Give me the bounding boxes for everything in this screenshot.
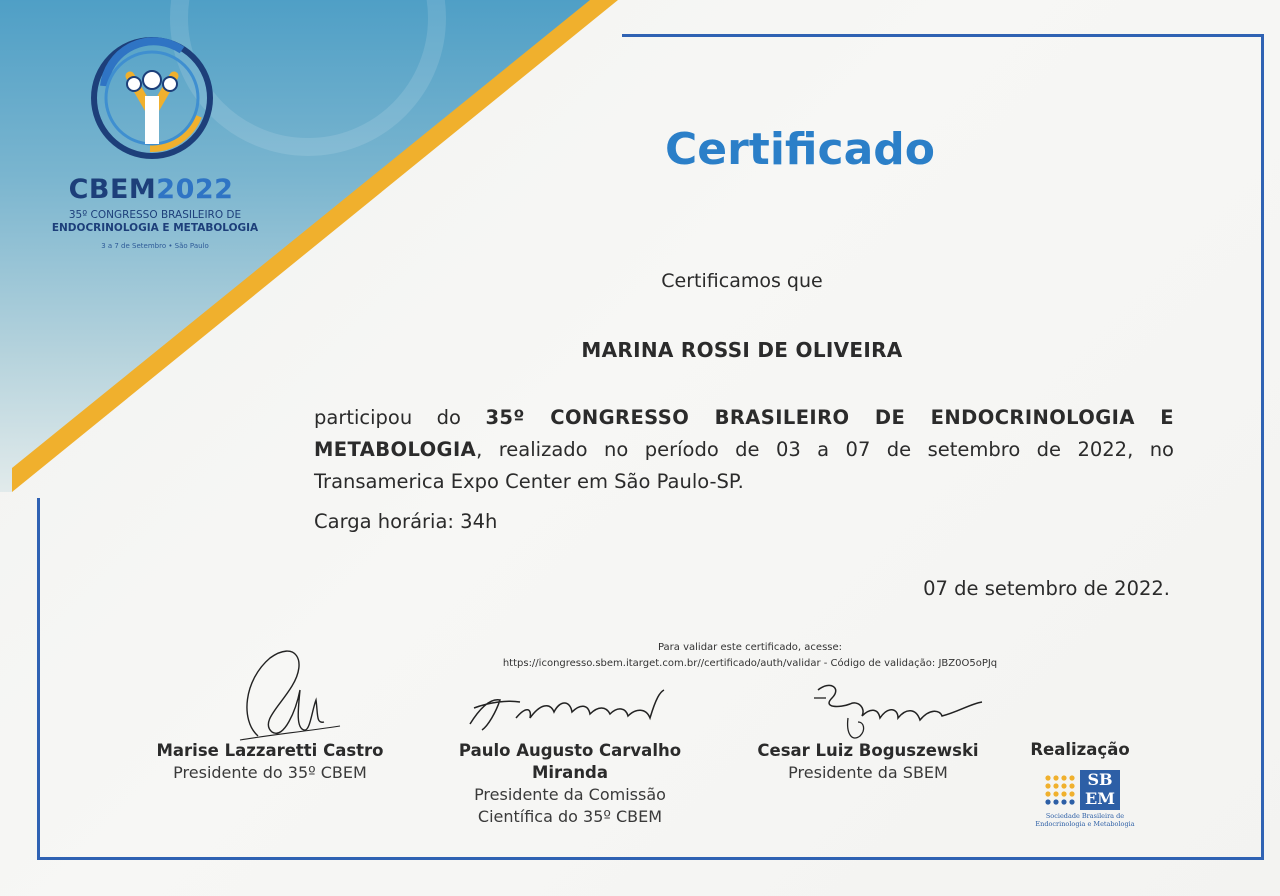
- sbem-logo: [1030, 770, 1140, 832]
- certificate-body: [314, 402, 1174, 498]
- signature-2-image: [460, 678, 680, 748]
- workload-hours: Carga horária: 34h: [314, 510, 498, 533]
- signatory-2-name: Paulo Augusto Carvalho Miranda: [458, 741, 682, 782]
- cbem-logo: [51, 36, 260, 266]
- logo-title: [60, 174, 242, 205]
- signatory-2: [420, 670, 720, 826]
- body-prefix: participou do: [314, 406, 461, 429]
- validation-line-1: Para validar este certificado, acesse:: [657, 642, 843, 653]
- signatory-1-role: Presidente do 35º CBEM: [173, 763, 367, 782]
- frame-right: [1261, 34, 1264, 860]
- signatory-3: [750, 678, 986, 798]
- body-suffix: , realizado no período de 03 a 07 de setembro de 2022, no Transamerica Expo Center em São Paulo-SP.: [314, 438, 1174, 493]
- validation-url[interactable]: https://icongresso.sbem.itarget.com.br//certificado/auth/validar - Código de validação: JBZ0O5oPJq: [502, 658, 998, 669]
- signature-1-image: [200, 640, 360, 750]
- certify-intro: Certificamos que: [661, 270, 823, 292]
- signatory-3-name: Cesar Luiz Boguszewski: [757, 741, 979, 760]
- recipient-name: MARINA ROSSI DE OLIVEIRA: [581, 338, 903, 362]
- frame-left: [37, 498, 40, 860]
- sbem-dots-icon: [1044, 774, 1084, 810]
- sbem-letters: [1080, 770, 1120, 810]
- signatory-2-role: Presidente da Comissão Científica do 35º CBEM: [474, 785, 666, 826]
- logo-subtitle-2: ENDOCRINOLOGIA E METABOLOGIA: [51, 222, 259, 234]
- signatory-3-role: Presidente da SBEM: [788, 763, 948, 782]
- frame-top: [622, 34, 1264, 37]
- event-name: 35º CONGRESSO BRASILEIRO DE ENDOCRINOLOGIA E METABOLOGIA: [314, 406, 1174, 461]
- logo-event-dates: 3 a 7 de Setembro • São Paulo: [101, 242, 209, 250]
- sbem-caption: Sociedade Brasileira de Endocrinologia e Metabologia: [1035, 812, 1135, 828]
- sbem-letters-bottom: EM: [1085, 789, 1115, 808]
- validation-info: [440, 640, 1060, 672]
- cbem-emblem-icon: [90, 36, 214, 160]
- certificate-title: Certificado: [664, 124, 936, 175]
- logo-title-prefix: CBEM: [68, 174, 157, 205]
- logo-subtitle-1: 35º CONGRESSO BRASILEIRO DE: [68, 209, 242, 221]
- signatory-1: [150, 640, 390, 790]
- logo-title-year: 2022: [156, 174, 234, 205]
- signature-3-image: [770, 678, 990, 748]
- issue-date: 07 de setembro de 2022.: [923, 577, 1170, 600]
- sbem-letters-top: SB: [1087, 770, 1113, 789]
- frame-bottom: [37, 857, 1264, 860]
- organizer-label: Realização: [1030, 740, 1130, 759]
- signatory-1-name: Marise Lazzaretti Castro: [156, 741, 384, 760]
